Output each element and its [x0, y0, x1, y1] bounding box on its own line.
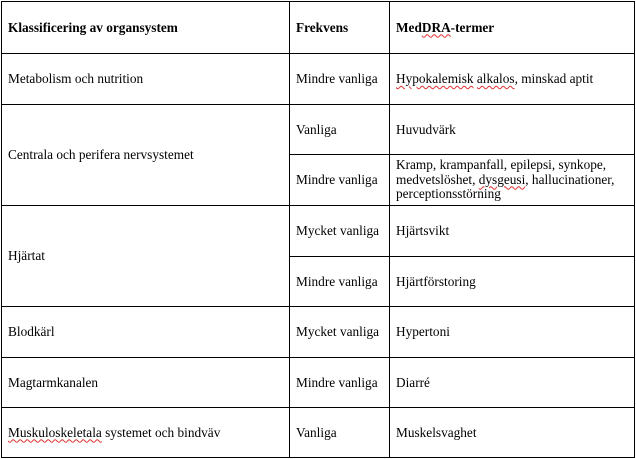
frequency-cell: Vanliga	[290, 105, 390, 155]
adverse-reactions-table	[1, 1, 635, 458]
frequency-cell: Mindre vanliga	[290, 155, 390, 206]
header-frequency: Frekvens	[290, 2, 390, 54]
frequency-cell: Mindre vanliga	[290, 358, 390, 408]
header-meddra-mark: DRA	[421, 19, 451, 35]
organ-cell: Hjärtat	[2, 206, 290, 307]
organ-cell: Centrala och perifera nervsystemet	[2, 105, 290, 206]
table-row	[2, 54, 635, 105]
term-mark: dysgeusi	[478, 171, 526, 187]
frequency-cell: Mindre vanliga	[290, 257, 390, 307]
term-cell: Muskelsvaghet	[390, 408, 635, 458]
header-organ-class: Klassificering av organsystem	[2, 2, 290, 54]
term-text: Kramp, krampanfall, epilepsi, synkope, medvetslöshet,	[396, 157, 607, 187]
term-mark: alkalos	[476, 71, 515, 87]
frequency-cell: Mindre vanliga	[290, 54, 390, 105]
header-meddra-prefix: Med	[396, 19, 422, 35]
term-cell: Hypertoni	[390, 307, 635, 358]
table-row	[2, 408, 635, 458]
term-rest: , minskad aptit	[514, 71, 594, 87]
term-cell: Huvudvärk	[390, 105, 635, 155]
table-row	[2, 206, 635, 257]
header-meddra-suffix: -termer	[450, 19, 495, 35]
table-row	[2, 307, 635, 358]
table-header-row	[2, 2, 635, 54]
frequency-cell: Mycket vanliga	[290, 206, 390, 257]
table-row	[2, 105, 635, 155]
term-cell: Diarré	[390, 358, 635, 408]
term-text: , hallucinationer, perceptionsstörning	[396, 171, 615, 202]
table-row	[2, 358, 635, 408]
term-cell: Hjärtsvikt	[390, 206, 635, 257]
term-cell: Hjärtförstoring	[390, 257, 635, 307]
term-cell	[390, 54, 635, 105]
organ-rest: systemet och bindväv	[101, 424, 221, 440]
organ-mark: Muskuloskeletala	[8, 424, 102, 440]
organ-cell: Blodkärl	[2, 307, 290, 358]
frequency-cell: Mycket vanliga	[290, 307, 390, 358]
header-meddra-terms	[390, 2, 635, 54]
term-mark: Hypokalemisk	[396, 71, 474, 87]
organ-cell: Magtarmkanalen	[2, 358, 290, 408]
organ-cell: Metabolism och nutrition	[2, 54, 290, 105]
organ-cell	[2, 408, 290, 458]
frequency-cell: Vanliga	[290, 408, 390, 458]
term-cell	[390, 155, 635, 206]
